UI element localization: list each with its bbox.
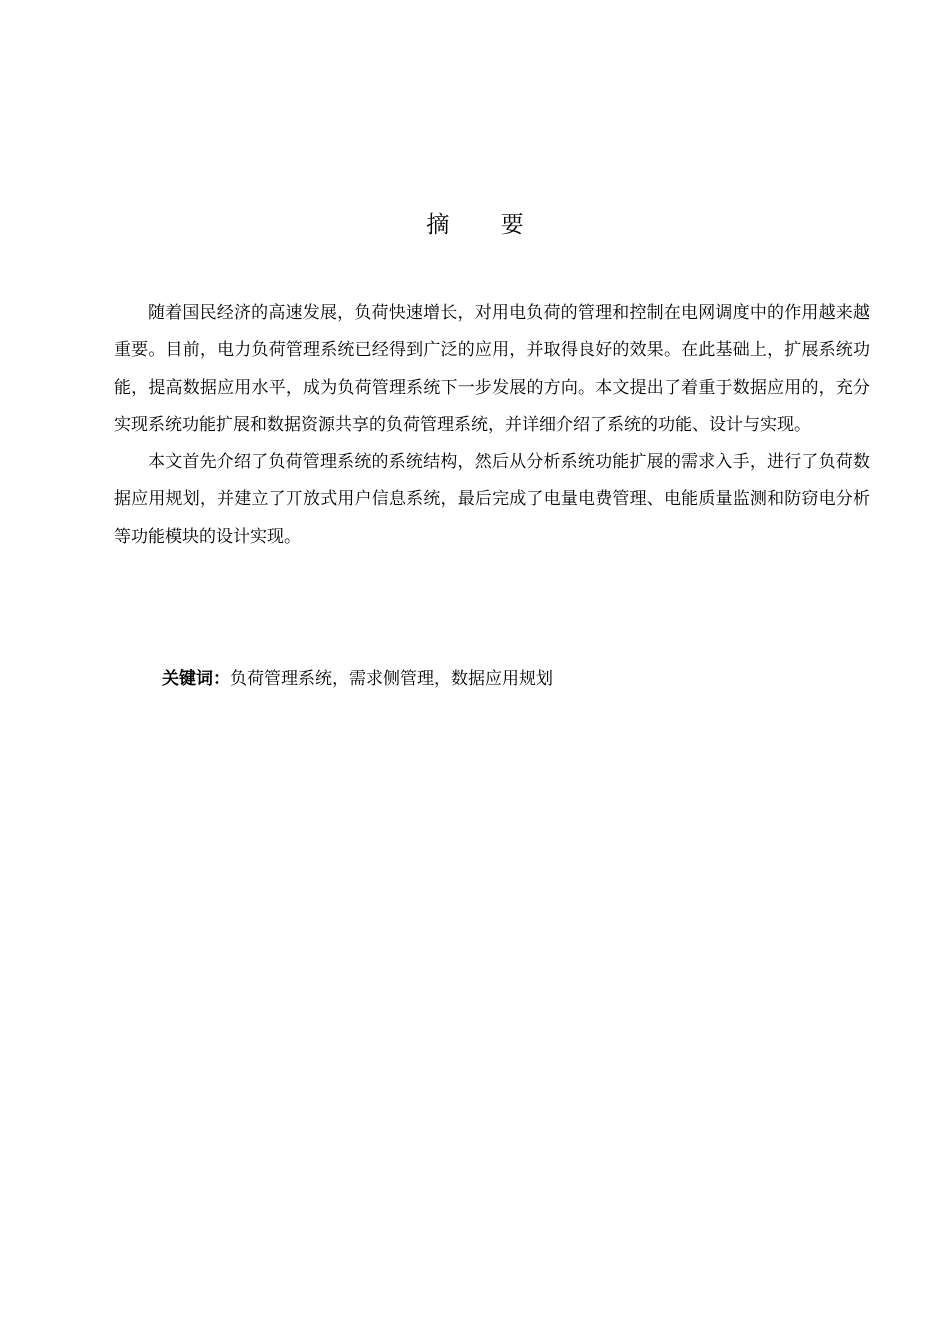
abstract-title: 摘 要 bbox=[426, 212, 546, 238]
abstract-paragraph-2: 本文首先介绍了负荷管理系统的系统结构，然后从分析系统功能扩展的需求入手，进行了负荷数据应用规划，并建立了丌放式用户信息系统，最后完成了电量电费管理、电能质量监测和防窃电分析等功能模块的设计实现。 bbox=[114, 452, 870, 547]
keywords-text: 负荷管理系统，需求侧管理，数据应用规划 bbox=[230, 669, 553, 689]
keywords-line bbox=[162, 664, 553, 694]
abstract-paragraph-1: 随着国民经济的高速发展，负荷快速增长，对用电负荷的管理和控制在电网调度中的作用越来越重要。目前，电力负荷管理系统已经得到广泛的应用，并取得良好的效果。在此基础上，扩展系统功能，提高数据应用水平，成为负荷管理系统下一步发展的方向。本文提出了着重于数据应用的，充分实现系统功能扩展和数据资源共享的负荷管理系统，并详细介绍了系统的功能、设计与实现。 bbox=[114, 303, 870, 435]
keywords-label: 关键词： bbox=[162, 669, 230, 689]
abstract-body bbox=[114, 295, 870, 556]
